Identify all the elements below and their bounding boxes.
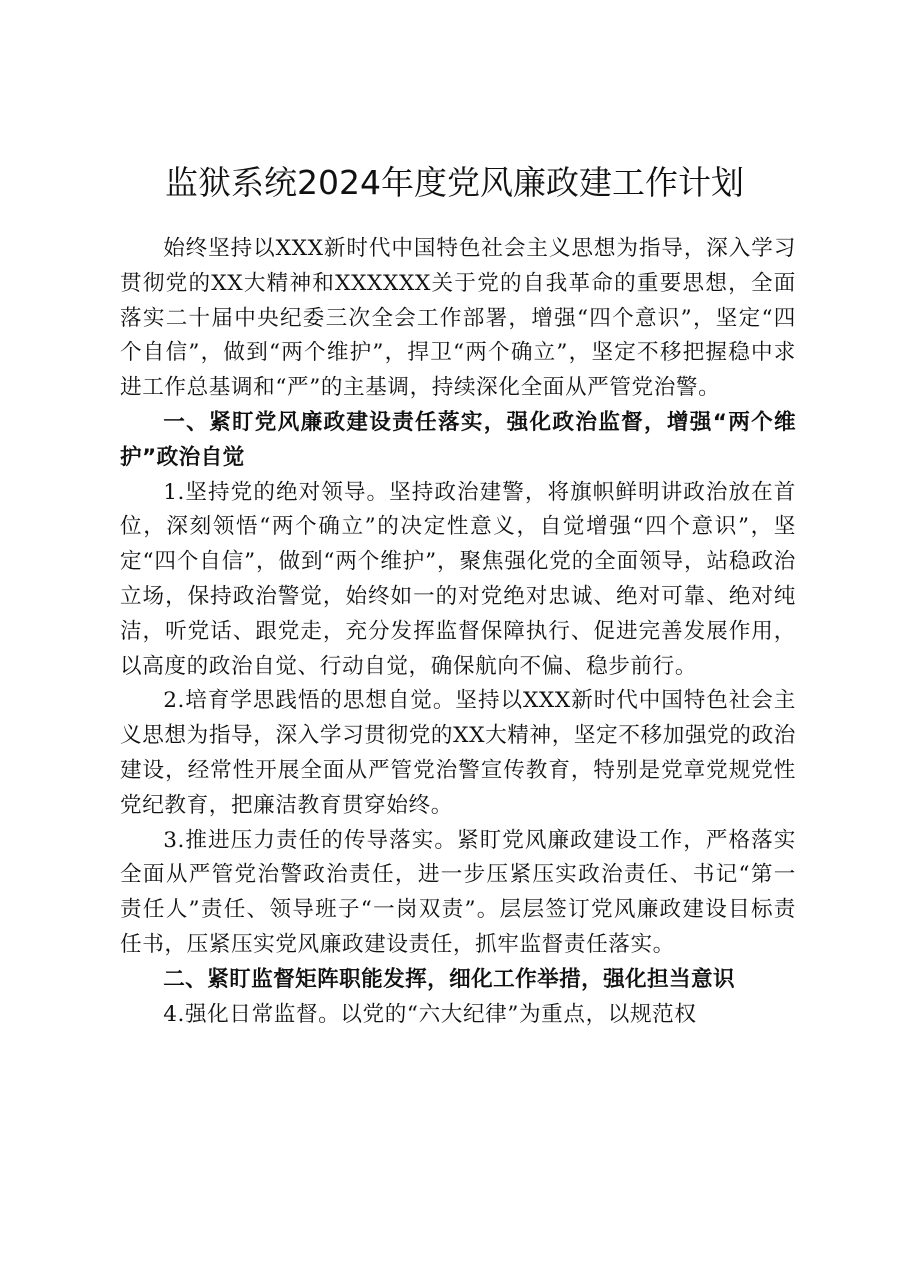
document-title: 监狱系统2024年度党风廉政建工作计划: [165, 163, 744, 202]
section2-item-4: 4.强化日常监督。以党的“六大纪律”为重点，以规范权: [163, 1001, 697, 1027]
section-heading-1: 一、紧盯党风廉政建设责任落实，强化政治监督，增强“两个维护”政治自觉: [120, 409, 796, 470]
intro-paragraph: 始终坚持以XXX新时代中国特色社会主义思想为指导，深入学习贯彻党的XX大精神和XXXXXX关于党的自我革命的重要思想，全面落实二十届中央纪委三次全会工作部署，增强“四个意识”，坚定“四个自信”，做到“两个维护”，捍卫“两个确立”，坚定不移把握稳中求进工作总基调和“严”的主基调，持续深化全面从严管党治警。: [120, 236, 796, 401]
section1-item-1: 1.坚持党的绝对领导。坚持政治建警，将旗帜鲜明讲政治放在首位，深刻领悟“两个确立”的决定性意义，自觉增强“四个意识”，坚定“四个自信”，做到“两个维护”，聚焦强化党的全面领导，站稳政治立场，保持政治警觉，始终如一的对党绝对忠诚、绝对可靠、绝对纯洁，听党话、跟党走，充分发挥监督保障执行、促进完善发展作用，以高度的政治自觉、行动自觉，确保航向不偏、稳步前行。: [120, 479, 796, 679]
section1-item-3: 3.推进压力责任的传导落实。紧盯党风廉政建设工作，严格落实全面从严管党治警政治责任，进一步压紧压实政治责任、书记“第一责任人”责任、领导班子“一岗双责”。层层签订党风廉政建设目标责任书，压紧压实党风廉政建设责任，抓牢监督责任落实。: [120, 827, 796, 957]
document-body: [120, 232, 796, 1032]
section-heading-2: 二、紧盯监督矩阵职能发挥，细化工作举措，强化担当意识: [163, 966, 736, 992]
section1-item-2: 2.培育学思践悟的思想自觉。坚持以XXX新时代中国特色社会主义思想为指导，深入学习贯彻党的XX大精神，坚定不移加强党的政治建设，经常性开展全面从严管党治警宣传教育，特别是党章党规党性党纪教育，把廉洁教育贯穿始终。: [120, 688, 796, 818]
